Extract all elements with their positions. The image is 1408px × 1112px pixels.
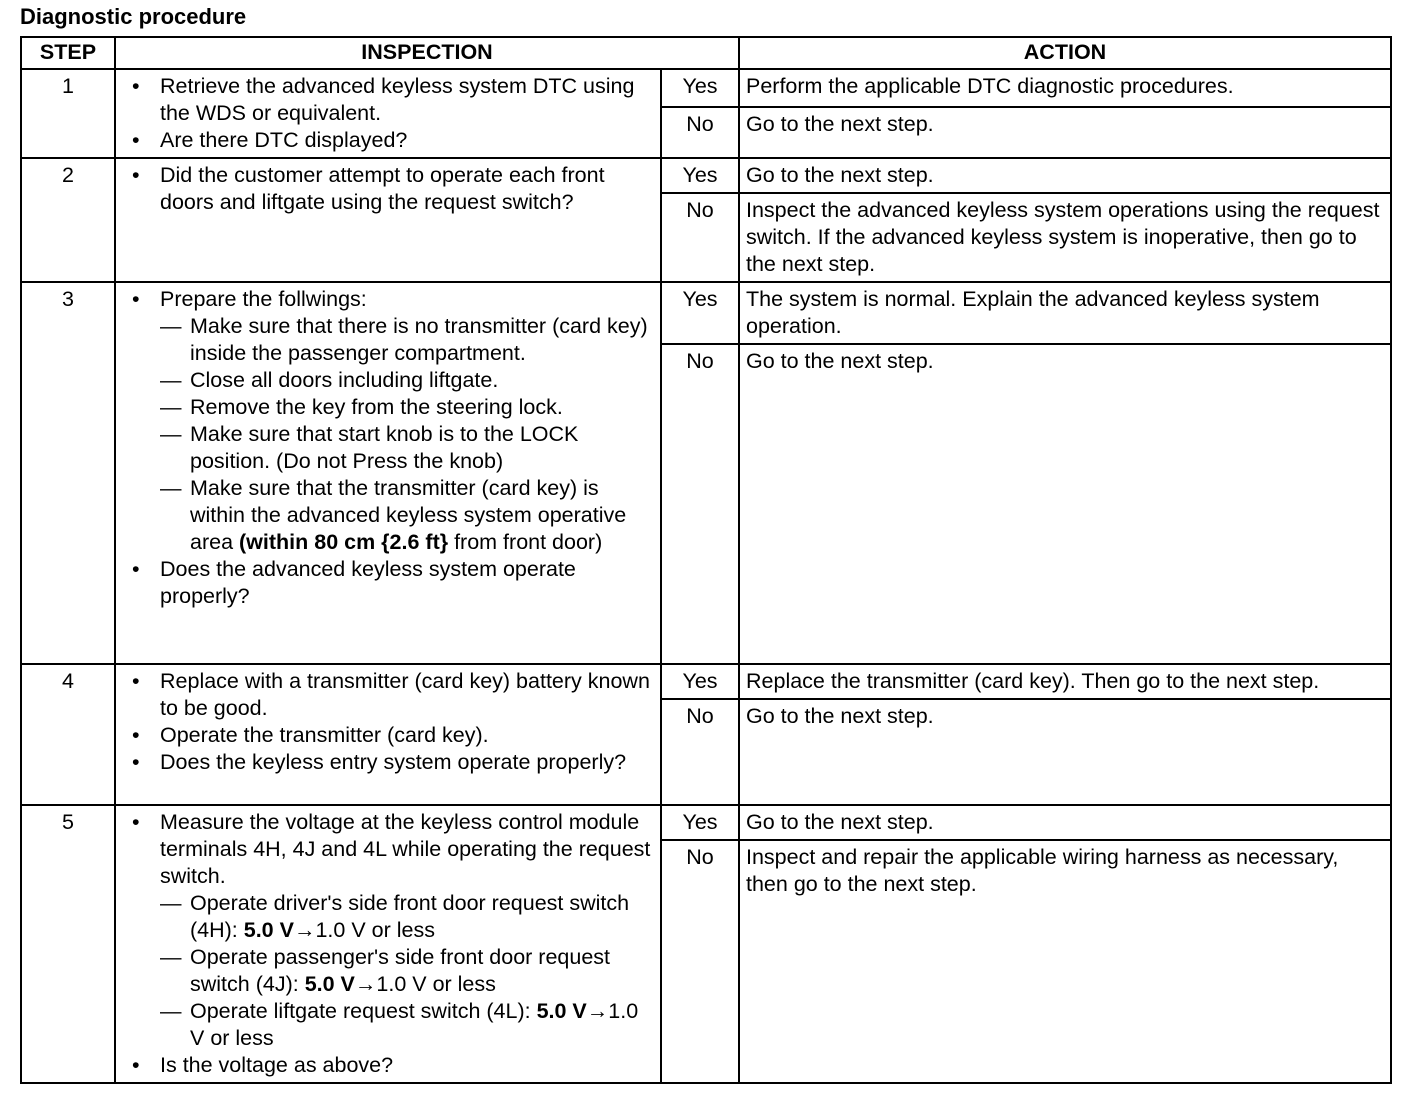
step-number: 3 xyxy=(21,282,115,664)
inspection-item xyxy=(130,1052,654,1079)
inspection-text: Operate driver's side front door request switch (4H): xyxy=(190,891,630,942)
yes-label: Yes xyxy=(661,282,739,344)
bullet-icon: • xyxy=(132,750,140,774)
spec-value: (within 80 cm {2.6 ft} xyxy=(239,530,449,554)
spec-value: 5.0 V xyxy=(536,999,587,1023)
no-label: No xyxy=(661,344,739,664)
inspection-item xyxy=(130,394,654,421)
yes-action: Go to the next step. xyxy=(739,805,1391,840)
inspection-text: →1.0 V or less xyxy=(190,999,639,1050)
table-header-row xyxy=(21,37,1391,69)
no-action: Go to the next step. xyxy=(739,699,1391,805)
dash-icon: — xyxy=(160,945,182,969)
inspection-cell xyxy=(115,158,661,282)
diagnostic-table xyxy=(20,36,1392,1084)
inspection-text: Make sure that the transmitter (card key) is within the advanced keyless system operative area xyxy=(190,476,627,554)
bullet-icon: • xyxy=(132,128,140,152)
inspection-item xyxy=(130,809,654,890)
inspection-text: Remove the key from the steering lock. xyxy=(190,395,563,419)
yes-label: Yes xyxy=(661,805,739,840)
inspection-text: Operate the transmitter (card key). xyxy=(160,723,489,747)
inspection-item xyxy=(130,313,654,367)
inspection-text: Operate liftgate request switch (4L): xyxy=(190,999,537,1023)
inspection-text: Does the keyless entry system operate properly? xyxy=(160,750,627,774)
inspection-text: Make sure that start knob is to the LOCK position. (Do not Press the knob) xyxy=(190,422,579,473)
spec-value: 5.0 V xyxy=(243,918,294,942)
no-label: No xyxy=(661,193,739,282)
inspection-text: Does the advanced keyless system operate properly? xyxy=(160,557,576,608)
yes-label: Yes xyxy=(661,158,739,193)
step-number: 2 xyxy=(21,158,115,282)
table-row xyxy=(21,805,1391,840)
spec-value: 5.0 V xyxy=(304,972,355,996)
inspection-text: Replace with a transmitter (card key) battery known to be good. xyxy=(160,669,650,720)
yes-action: Perform the applicable DTC diagnostic procedures. xyxy=(739,69,1391,107)
inspection-item xyxy=(130,475,654,556)
header-step: STEP xyxy=(21,37,115,69)
dash-icon: — xyxy=(160,476,182,500)
header-inspection: INSPECTION xyxy=(115,37,739,69)
no-label: No xyxy=(661,840,739,1083)
yes-action: The system is normal. Explain the advanced keyless system operation. xyxy=(739,282,1391,344)
bullet-icon: • xyxy=(132,163,140,187)
no-action: Go to the next step. xyxy=(739,344,1391,664)
inspection-text: Make sure that there is no transmitter (card key) inside the passenger compartment. xyxy=(190,314,648,365)
inspection-item xyxy=(130,127,654,154)
inspection-text: Close all doors including liftgate. xyxy=(190,368,499,392)
bullet-icon: • xyxy=(132,723,140,747)
bullet-icon: • xyxy=(132,669,140,693)
inspection-text: from front door) xyxy=(448,530,603,554)
no-label: No xyxy=(661,699,739,805)
no-action: Go to the next step. xyxy=(739,107,1391,158)
inspection-item xyxy=(130,421,654,475)
inspection-text: →1.0 V or less xyxy=(354,972,496,996)
inspection-text: Is the voltage as above? xyxy=(160,1053,394,1077)
table-row xyxy=(21,282,1391,344)
inspection-text: Measure the voltage at the keyless control module terminals 4H, 4J and 4L while operating the request switch. xyxy=(160,810,651,888)
inspection-cell xyxy=(115,664,661,805)
dash-icon: — xyxy=(160,314,182,338)
step-number: 1 xyxy=(21,69,115,158)
inspection-item xyxy=(130,286,654,313)
inspection-cell xyxy=(115,805,661,1083)
yes-action: Replace the transmitter (card key). Then go to the next step. xyxy=(739,664,1391,699)
inspection-text: Prepare the follwings: xyxy=(160,287,367,311)
bullet-icon: • xyxy=(132,287,140,311)
inspection-item xyxy=(130,162,654,216)
bullet-icon: • xyxy=(132,557,140,581)
inspection-item xyxy=(130,890,654,944)
step-number: 5 xyxy=(21,805,115,1083)
inspection-item xyxy=(130,73,654,127)
inspection-item xyxy=(130,367,654,394)
inspection-text: Did the customer attempt to operate each front doors and liftgate using the request switch? xyxy=(160,163,605,214)
inspection-item xyxy=(130,668,654,722)
header-action: ACTION xyxy=(739,37,1391,69)
dash-icon: — xyxy=(160,368,182,392)
dash-icon: — xyxy=(160,999,182,1023)
inspection-text: Retrieve the advanced keyless system DTC using the WDS or equivalent. xyxy=(160,74,635,125)
step-number: 4 xyxy=(21,664,115,805)
inspection-item xyxy=(130,722,654,749)
inspection-cell xyxy=(115,69,661,158)
no-action: Inspect and repair the applicable wiring harness as necessary, then go to the next step. xyxy=(739,840,1391,1083)
no-label: No xyxy=(661,107,739,158)
inspection-item xyxy=(130,556,654,610)
dash-icon: — xyxy=(160,395,182,419)
table-row xyxy=(21,158,1391,193)
bullet-icon: • xyxy=(132,810,140,834)
inspection-item xyxy=(130,749,654,776)
no-action: Inspect the advanced keyless system operations using the request switch. If the advanced keyless system is inoperative, then go to the next step. xyxy=(739,193,1391,282)
table-body xyxy=(21,69,1391,1083)
inspection-item xyxy=(130,998,654,1052)
dash-icon: — xyxy=(160,891,182,915)
bullet-icon: • xyxy=(132,74,140,98)
yes-label: Yes xyxy=(661,664,739,699)
inspection-cell xyxy=(115,282,661,664)
bullet-icon: • xyxy=(132,1053,140,1077)
inspection-text: Are there DTC displayed? xyxy=(160,128,408,152)
inspection-text: →1.0 V or less xyxy=(293,918,435,942)
dash-icon: — xyxy=(160,422,182,446)
table-row xyxy=(21,664,1391,699)
inspection-item xyxy=(130,944,654,998)
table-row xyxy=(21,69,1391,107)
yes-action: Go to the next step. xyxy=(739,158,1391,193)
page-title: Diagnostic procedure xyxy=(20,4,247,29)
inspection-text: Operate passenger's side front door request switch (4J): xyxy=(190,945,611,996)
yes-label: Yes xyxy=(661,69,739,107)
